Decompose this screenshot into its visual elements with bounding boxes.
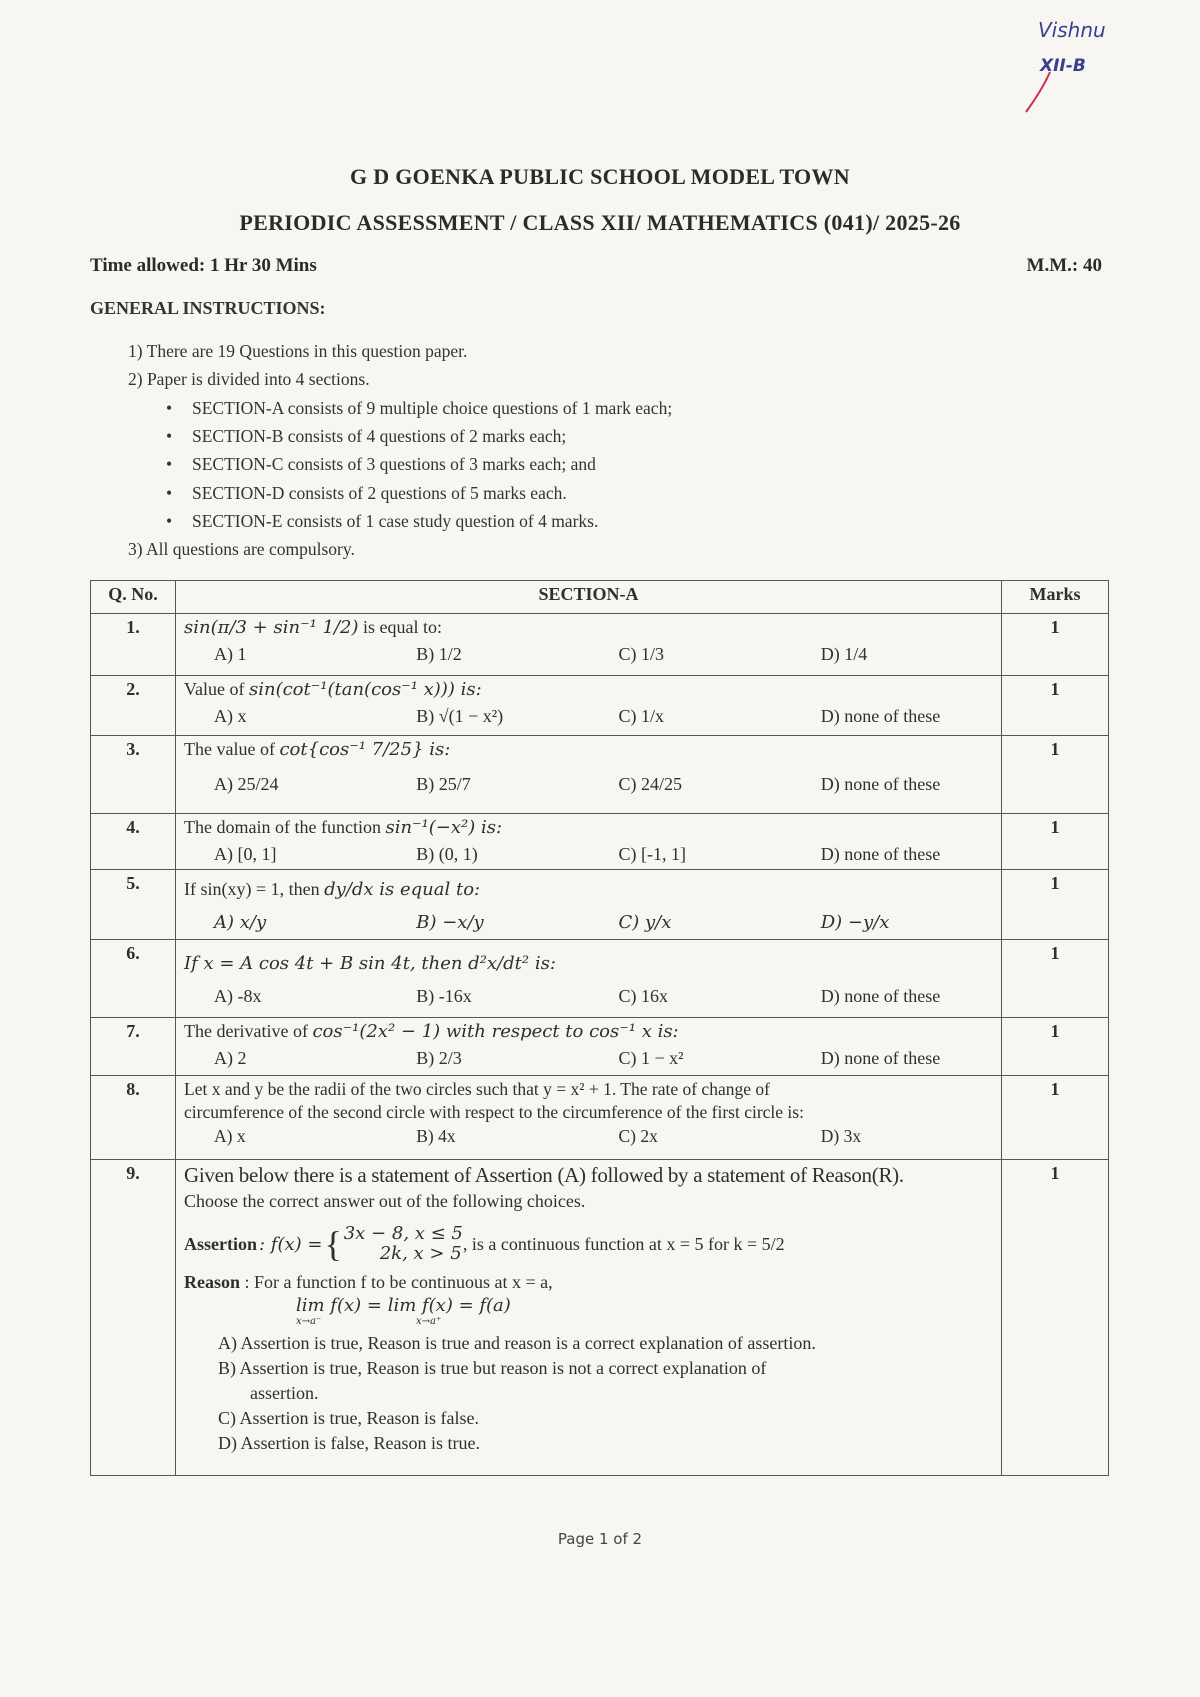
options-row <box>184 986 993 1007</box>
question-text-tail: is equal to: <box>358 617 442 637</box>
question-marks: 1 <box>1002 1160 1109 1476</box>
option-b: B) 1/2 <box>416 644 462 664</box>
q9-line1: Given below there is a statement of Assertion (A) followed by a statement of Reason(R). <box>184 1163 904 1187</box>
option-c: C) 16x <box>618 986 668 1006</box>
question-number: 5. <box>91 870 176 940</box>
question-marks: 1 <box>1002 1018 1109 1076</box>
school-name: G D GOENKA PUBLIC SCHOOL MODEL TOWN <box>350 164 850 189</box>
option-b: B) 2/3 <box>416 1048 462 1068</box>
question-marks: 1 <box>1002 676 1109 736</box>
question-row <box>91 814 1109 870</box>
question-marks: 1 <box>1002 1076 1109 1160</box>
question-text-line2: circumference of the second circle with respect to the circumference of the first circle is: <box>184 1102 804 1122</box>
question-body <box>176 1160 1002 1476</box>
question-body <box>176 1018 1002 1076</box>
reason-text: : For a function f to be continuous at x = a, <box>240 1272 553 1292</box>
option-b: B) -16x <box>416 986 472 1006</box>
question-text-lead: If sin(xy) = 1, then <box>184 879 325 899</box>
option-c: C) 1 − x² <box>618 1048 684 1068</box>
q9-choice: D) Assertion is false, Reason is true. <box>218 1433 480 1453</box>
question-marks: 1 <box>1002 614 1109 676</box>
question-math: sin(π/3 + sin⁻¹ 1/2) <box>184 617 359 638</box>
options-row <box>184 1048 993 1069</box>
question-text <box>184 953 993 974</box>
instruction-item: 3) All questions are compulsory. <box>128 539 355 559</box>
limit-sub-left: x→a⁻ <box>296 1316 322 1327</box>
question-marks: 1 <box>1002 736 1109 814</box>
option-d: D) 3x <box>820 1126 862 1146</box>
instruction-bullet: • SECTION-A consists of 9 multiple choice questions of 1 mark each; <box>192 398 672 419</box>
col-marks-header: Marks <box>1002 581 1109 614</box>
question-body <box>176 1076 1002 1160</box>
option-b: B) √(1 − x²) <box>416 706 504 726</box>
option-b: B) (0, 1) <box>416 844 478 864</box>
handwritten-tick-mark <box>1020 68 1060 118</box>
question-row <box>91 1160 1109 1476</box>
page-number: Page 1 of 2 <box>557 1530 643 1548</box>
option-d: D) −y/x <box>820 912 890 933</box>
question-text <box>184 817 993 838</box>
question-number: 2. <box>91 676 176 736</box>
question-marks: 1 <box>1002 814 1109 870</box>
question-text-lead: The value of <box>184 739 280 759</box>
question-number: 3. <box>91 736 176 814</box>
question-row <box>91 1018 1109 1076</box>
limit-sub-right: x→a⁺ <box>416 1316 442 1327</box>
option-a: A) x <box>214 1126 246 1146</box>
option-c: C) [-1, 1] <box>618 844 686 864</box>
question-text-lead: The derivative of <box>184 1021 313 1041</box>
question-marks: 1 <box>1002 940 1109 1018</box>
question-number: 8. <box>91 1076 176 1160</box>
option-a: A) 1 <box>214 644 247 664</box>
question-row <box>91 614 1109 676</box>
handwritten-name: Vishnu <box>1038 18 1106 42</box>
question-marks: 1 <box>1002 870 1109 940</box>
question-number: 4. <box>91 814 176 870</box>
options-row <box>184 912 993 933</box>
option-a: A) 25/24 <box>214 774 279 794</box>
option-c: C) 2x <box>618 1126 658 1146</box>
reason-line <box>184 1272 993 1293</box>
question-body <box>176 736 1002 814</box>
piecewise-brace: { <box>324 1224 342 1264</box>
limit-block <box>296 1295 993 1331</box>
question-text <box>184 739 993 760</box>
question-text <box>184 1021 993 1042</box>
instruction-bullet: • SECTION-E consists of 1 case study question of 4 marks. <box>192 511 598 532</box>
options-row <box>184 644 993 665</box>
question-text-lead: The domain of the function <box>184 817 386 837</box>
option-d: D) none of these <box>820 986 941 1006</box>
instruction-item: 1) There are 19 Questions in this question paper. <box>128 341 468 361</box>
question-row <box>91 870 1109 940</box>
assertion-fx: : f(x) = <box>259 1233 323 1255</box>
question-math: dy/dx is equal to: <box>324 879 481 900</box>
question-text <box>184 617 993 638</box>
options-row <box>184 1126 993 1147</box>
instruction-item: 2) Paper is divided into 4 sections. <box>128 369 370 389</box>
time-allowed: Time allowed: 1 Hr 30 Mins <box>90 255 317 276</box>
question-table <box>90 580 1109 1476</box>
question-number: 6. <box>91 940 176 1018</box>
question-body <box>176 870 1002 940</box>
question-math: sin(cot⁻¹(tan(cos⁻¹ x))) is: <box>248 679 482 700</box>
reason-label: Reason <box>184 1272 241 1292</box>
max-marks: M.M.: 40 <box>1026 255 1102 276</box>
question-row <box>91 676 1109 736</box>
options-row <box>184 774 993 795</box>
q9-choice-continued: assertion. <box>250 1383 319 1403</box>
col-qno-header: Q. No. <box>91 581 176 614</box>
option-b: B) 25/7 <box>416 774 471 794</box>
case-1: 3x − 8, x ≤ 5 <box>343 1223 463 1244</box>
question-text-lead: If x = A cos 4t + B sin 4t, then <box>184 953 469 974</box>
option-c: C) 24/25 <box>618 774 683 794</box>
question-body <box>176 814 1002 870</box>
question-number: 7. <box>91 1018 176 1076</box>
instruction-bullet: • SECTION-D consists of 2 questions of 5 marks each. <box>192 483 567 504</box>
options-row <box>184 844 993 865</box>
q9-line2: Choose the correct answer out of the following choices. <box>184 1191 586 1211</box>
option-a: A) 2 <box>214 1048 247 1068</box>
option-c: C) y/x <box>618 912 672 933</box>
question-number: 9. <box>91 1160 176 1476</box>
instructions-heading: GENERAL INSTRUCTIONS: <box>90 298 326 318</box>
option-a: A) x/y <box>214 912 267 933</box>
option-d: D) none of these <box>820 1048 941 1068</box>
question-text-line1: Let x and y be the radii of the two circles such that y = x² + 1. The rate of change of <box>184 1079 770 1099</box>
option-d: D) none of these <box>820 844 941 864</box>
question-text-lead: Value of <box>184 679 249 699</box>
options-row <box>184 706 993 727</box>
option-d: D) none of these <box>820 706 941 726</box>
option-a: A) [0, 1] <box>214 844 277 864</box>
table-header-row <box>91 581 1109 614</box>
option-d: D) 1/4 <box>820 644 868 664</box>
option-b: B) 4x <box>416 1126 456 1146</box>
option-a: A) -8x <box>214 986 262 1006</box>
question-math: d²x/dt² is: <box>468 953 556 974</box>
option-b: B) −x/y <box>416 912 484 933</box>
option-a: A) x <box>214 706 247 726</box>
section-header: SECTION-A <box>176 581 1002 614</box>
assertion-tail: , is a continuous function at x = 5 for k = 5/2 <box>462 1233 785 1254</box>
case-2: 2k, x > 5 <box>379 1243 462 1264</box>
question-body <box>176 676 1002 736</box>
question-text <box>184 679 993 700</box>
assessment-title: PERIODIC ASSESSMENT / CLASS XII/ MATHEMATICS (041)/ 2025-26 <box>239 210 961 235</box>
option-c: C) 1/3 <box>618 644 665 664</box>
question-body <box>176 940 1002 1018</box>
question-row <box>91 1076 1109 1160</box>
q9-choice: A) Assertion is true, Reason is true and reason is a correct explanation of assertion. <box>218 1333 816 1353</box>
question-row <box>91 940 1109 1018</box>
q9-choice: B) Assertion is true, Reason is true but reason is not a correct explanation of <box>218 1358 767 1378</box>
question-text <box>184 879 993 900</box>
assertion-label: Assertion <box>184 1233 257 1254</box>
handwritten-class: XII-B <box>1040 56 1086 76</box>
instruction-bullet: • SECTION-B consists of 4 questions of 2 marks each; <box>192 426 566 447</box>
question-body <box>176 614 1002 676</box>
question-math: cot{cos⁻¹ 7/25} is: <box>279 739 451 760</box>
question-math: sin⁻¹(−x²) is: <box>385 817 503 838</box>
piecewise-cases <box>344 1224 463 1264</box>
option-c: C) 1/x <box>618 706 665 726</box>
question-number: 1. <box>91 614 176 676</box>
option-d: D) none of these <box>820 774 941 794</box>
question-row <box>91 736 1109 814</box>
question-math: cos⁻¹(2x² − 1) with respect to cos⁻¹ x is: <box>312 1021 679 1042</box>
limit-expression: lim f(x) = lim f(x) = f(a) <box>296 1295 511 1316</box>
assertion-line <box>184 1224 993 1264</box>
instruction-bullet: • SECTION-C consists of 3 questions of 3 marks each; and <box>192 454 596 475</box>
q9-choice: C) Assertion is true, Reason is false. <box>218 1408 479 1428</box>
